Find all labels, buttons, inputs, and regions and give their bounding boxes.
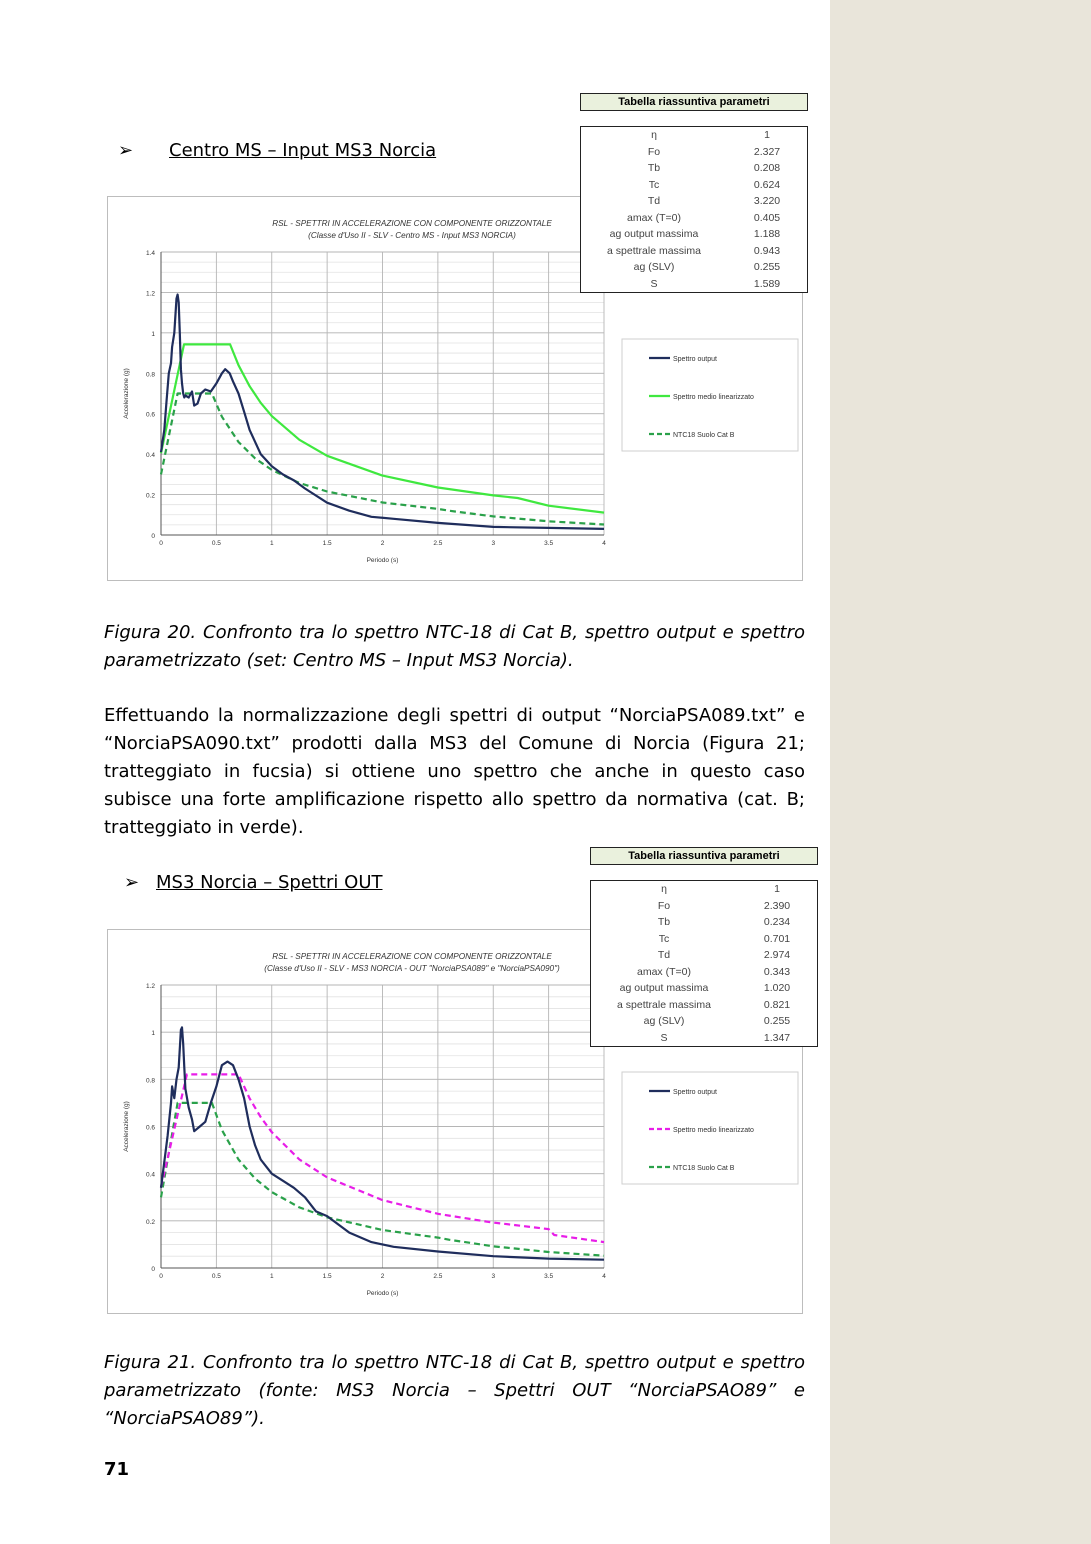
chart-subtitle: (Classe d'Uso II - SLV - Centro MS - Input MS3 NORCIA) bbox=[308, 231, 516, 240]
legend-entry: Spettro output bbox=[673, 1089, 717, 1096]
y-tick-label: 0.4 bbox=[145, 452, 155, 460]
x-tick-label: 1.5 bbox=[322, 1273, 332, 1280]
param-value: 1.188 bbox=[753, 228, 781, 240]
params-row bbox=[591, 881, 817, 898]
params-table-title: Tabella riassuntiva parametri bbox=[580, 93, 808, 111]
y-tick-label: 0.4 bbox=[145, 1171, 155, 1179]
params-row bbox=[581, 259, 807, 276]
x-tick-label: 4 bbox=[602, 540, 606, 547]
section-heading-centro-ms bbox=[118, 140, 518, 164]
param-value: 1 bbox=[764, 129, 770, 141]
x-tick-label: 3 bbox=[491, 540, 496, 547]
x-tick-label: 0.5 bbox=[211, 1273, 221, 1280]
param-name: S bbox=[650, 277, 658, 290]
arrow-bullet-icon: ➢ bbox=[118, 140, 134, 161]
param-value: 0.255 bbox=[753, 261, 781, 273]
params-row bbox=[591, 947, 817, 964]
param-name: Td bbox=[647, 195, 661, 207]
param-name: a spettrale massima bbox=[617, 998, 711, 1011]
params-row bbox=[591, 914, 817, 931]
legend-entry: Spettro medio linearizzato bbox=[673, 1127, 754, 1134]
param-value: 1 bbox=[774, 883, 780, 895]
x-tick-label: 2.5 bbox=[433, 1273, 443, 1280]
param-name: amax (T=0) bbox=[627, 211, 681, 224]
param-name: Tb bbox=[647, 162, 661, 174]
param-name: S bbox=[660, 1031, 668, 1044]
param-value: 1.589 bbox=[753, 277, 781, 290]
params-row bbox=[591, 1013, 817, 1030]
params-table-2 bbox=[590, 847, 819, 1048]
param-name: Tb bbox=[657, 916, 671, 928]
param-value: 0.343 bbox=[763, 965, 791, 978]
figure-caption-21: Figura 21. Confronto tra lo spettro NTC-18 di Cat B, spettro output e spettro parametrizzato (fonte: MS3 Norcia – Spettri OUT “NorciaPSAO89” e “NorciaPSAO89”). bbox=[104, 1352, 805, 1429]
x-axis-label: Periodo (s) bbox=[366, 557, 399, 564]
param-value: 0.943 bbox=[753, 244, 781, 257]
param-name: Tc bbox=[648, 178, 660, 191]
param-name: amax (T=0) bbox=[637, 965, 691, 978]
section-heading-label[interactable]: MS3 Norcia – Spettri OUT bbox=[156, 872, 383, 893]
chart-title: RSL - SPETTRI IN ACCELERAZIONE CON COMPONENTE ORIZZONTALE bbox=[272, 952, 552, 961]
params-row bbox=[591, 1030, 817, 1047]
param-name: η bbox=[651, 129, 657, 141]
chart-title: RSL - SPETTRI IN ACCELERAZIONE CON COMPONENTE ORIZZONTALE bbox=[272, 219, 552, 228]
params-table-1 bbox=[580, 93, 809, 294]
params-row bbox=[581, 243, 807, 260]
y-tick-label: 0.2 bbox=[145, 492, 155, 500]
param-name: η bbox=[661, 883, 667, 895]
param-value: 2.390 bbox=[763, 899, 791, 912]
body-paragraph: Effettuando la normalizzazione degli spettri di output “NorciaPSA089.txt” e “NorciaPSA090.txt” prodotti dalla MS3 del Comune di Norcia (Figura 21; tratteggiato in fucsia) si ottiene uno spettro che anche in questo caso subisce una forte amplificazione rispetto allo spettro da normativa (cat. B; tratteggiato in verde). bbox=[104, 705, 805, 838]
param-value: 0.405 bbox=[753, 211, 781, 224]
params-table-body bbox=[580, 126, 808, 293]
y-tick-label: 1 bbox=[151, 330, 155, 338]
section-heading-ms3-norcia bbox=[124, 872, 524, 896]
param-name: ag (SLV) bbox=[633, 261, 675, 273]
params-row bbox=[591, 964, 817, 981]
y-tick-label: 0.8 bbox=[145, 1077, 155, 1085]
params-row bbox=[581, 210, 807, 227]
param-value: 0.234 bbox=[763, 916, 791, 928]
legend-entry: Spettro medio linearizzato bbox=[673, 394, 754, 401]
param-name: Tc bbox=[658, 932, 670, 945]
y-tick-label: 0.2 bbox=[145, 1218, 155, 1226]
param-value: 3.220 bbox=[753, 195, 781, 207]
param-value: 0.821 bbox=[763, 998, 791, 1011]
x-tick-label: 3.5 bbox=[544, 1273, 554, 1280]
params-row bbox=[581, 127, 807, 144]
param-name: ag (SLV) bbox=[643, 1015, 685, 1027]
param-value: 0.701 bbox=[763, 932, 791, 945]
y-tick-label: 0 bbox=[151, 533, 155, 540]
param-name: Fo bbox=[657, 899, 671, 912]
param-name: Td bbox=[657, 949, 671, 961]
param-name: ag output massima bbox=[619, 982, 709, 994]
param-value: 2.974 bbox=[763, 949, 791, 961]
y-tick-label: 1 bbox=[151, 1030, 155, 1038]
params-row bbox=[581, 193, 807, 210]
x-tick-label: 2 bbox=[380, 540, 385, 547]
param-value: 0.624 bbox=[753, 178, 781, 191]
param-value: 1.347 bbox=[763, 1031, 791, 1044]
x-tick-label: 1 bbox=[269, 540, 274, 547]
params-row bbox=[581, 177, 807, 194]
arrow-bullet-icon: ➢ bbox=[124, 872, 140, 893]
x-tick-label: 1 bbox=[269, 1273, 274, 1280]
param-value: 1.020 bbox=[763, 982, 791, 994]
params-row bbox=[591, 997, 817, 1014]
param-name: Fo bbox=[647, 145, 661, 158]
x-tick-label: 0 bbox=[159, 1273, 163, 1280]
param-name: a spettrale massima bbox=[607, 244, 701, 257]
x-tick-label: 1.5 bbox=[322, 540, 332, 547]
page-number: 71 bbox=[104, 1459, 130, 1480]
x-tick-label: 3 bbox=[491, 1273, 496, 1280]
x-tick-label: 2.5 bbox=[433, 540, 443, 547]
y-tick-label: 0.8 bbox=[145, 371, 155, 379]
params-row bbox=[581, 226, 807, 243]
legend-entry: NTC18 Suolo Cat B bbox=[673, 432, 735, 439]
y-tick-label: 0 bbox=[151, 1266, 155, 1273]
params-row bbox=[581, 276, 807, 293]
y-tick-label: 1.2 bbox=[145, 290, 155, 298]
param-value: 2.327 bbox=[753, 145, 781, 158]
y-tick-label: 0.6 bbox=[145, 1124, 155, 1132]
y-tick-label: 0.6 bbox=[145, 411, 155, 419]
param-name: ag output massima bbox=[609, 228, 699, 240]
legend-entry: NTC18 Suolo Cat B bbox=[673, 1165, 735, 1172]
y-tick-label: 1.4 bbox=[145, 250, 155, 257]
x-axis-label: Periodo (s) bbox=[366, 1290, 399, 1297]
x-tick-label: 2 bbox=[380, 1273, 385, 1280]
page-sidebar-band bbox=[830, 0, 1091, 1544]
params-row bbox=[591, 898, 817, 915]
params-row bbox=[581, 144, 807, 161]
params-row bbox=[581, 160, 807, 177]
figure-caption-20: Figura 20. Confronto tra lo spettro NTC-18 di Cat B, spettro output e spettro parametrizzato (set: Centro MS – Input MS3 Norcia). bbox=[104, 622, 805, 671]
param-value: 0.208 bbox=[753, 162, 781, 174]
params-table-body bbox=[590, 880, 818, 1047]
params-table-title: Tabella riassuntiva parametri bbox=[590, 847, 818, 865]
params-row bbox=[591, 931, 817, 948]
params-row bbox=[591, 980, 817, 997]
section-heading-label[interactable]: Centro MS – Input MS3 Norcia bbox=[169, 140, 437, 161]
x-tick-label: 4 bbox=[602, 1273, 606, 1280]
y-tick-label: 1.2 bbox=[145, 983, 155, 990]
x-tick-label: 3.5 bbox=[544, 540, 554, 547]
y-axis-label: Accelerazione (g) bbox=[123, 1101, 130, 1152]
x-tick-label: 0.5 bbox=[211, 540, 221, 547]
chart-subtitle: (Classe d'Uso II - SLV - MS3 NORCIA - OUT "NorciaPSA089" e "NorciaPSA090") bbox=[264, 964, 560, 973]
x-tick-label: 0 bbox=[159, 540, 163, 547]
y-axis-label: Accelerazione (g) bbox=[123, 368, 130, 419]
param-value: 0.255 bbox=[763, 1015, 791, 1027]
legend-entry: Spettro output bbox=[673, 356, 717, 363]
